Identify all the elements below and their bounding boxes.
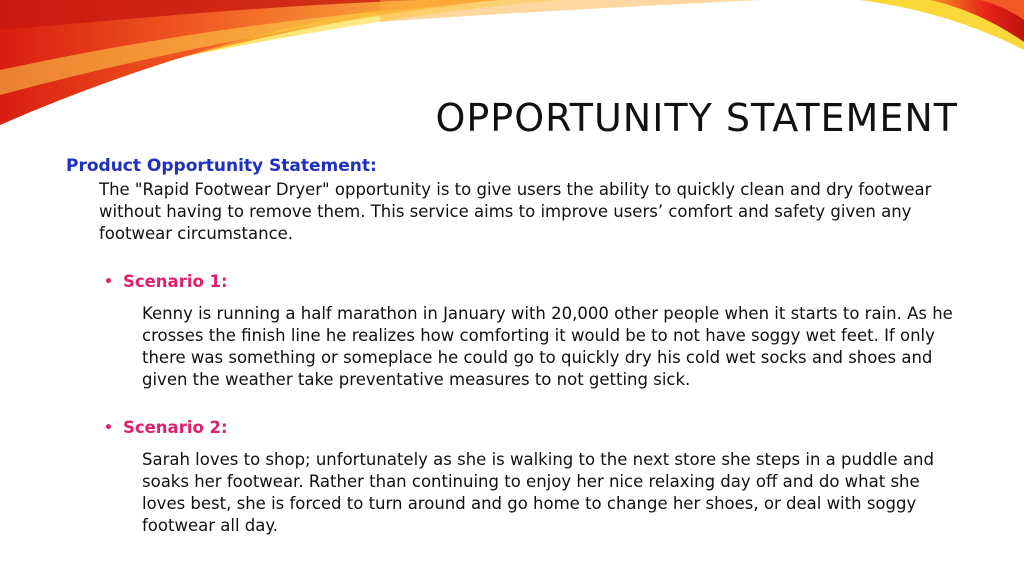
scenario-2-heading [104, 417, 966, 439]
bullet-icon: • [104, 274, 113, 290]
slide-content [66, 155, 966, 537]
slide-title: OPPORTUNITY STATEMENT [435, 96, 958, 140]
scenario-1-heading [104, 271, 966, 293]
bullet-icon: • [104, 420, 113, 436]
product-opportunity-text: The "Rapid Footwear Dryer" opportunity is to give users the ability to quickly clean and dry footwear without having to remove them. This service aims to improve users’ comfort and safety given any footwear circumstance. [99, 180, 932, 243]
scenario-1-label: Scenario 1: [122, 272, 228, 291]
scenario-2-text: Sarah loves to shop; unfortunately as she is walking to the next store she steps in a puddle and soaks her footwear. Rather than continuing to enjoy her nice relaxing day off and do what she loves best, she is forced to turn around and go home to change her shoes, or deal with soggy footwear all day. [142, 450, 934, 535]
scenario-2 [104, 417, 966, 537]
ribbon-top-stripe [380, 0, 760, 22]
scenario-2-label: Scenario 2: [122, 418, 228, 437]
scenario-1 [104, 271, 966, 391]
scenario-1-text: Kenny is running a half marathon in January with 20,000 other people when it starts to rain. As he crosses the finish line he realizes how comforting it would be to not have soggy wet feet. If only there was something or someplace he could go to quickly dry his cold wet socks and shoes and given the weather take preventative measures to not getting sick. [142, 304, 953, 389]
product-opportunity-heading: Product Opportunity Statement: [66, 156, 377, 176]
